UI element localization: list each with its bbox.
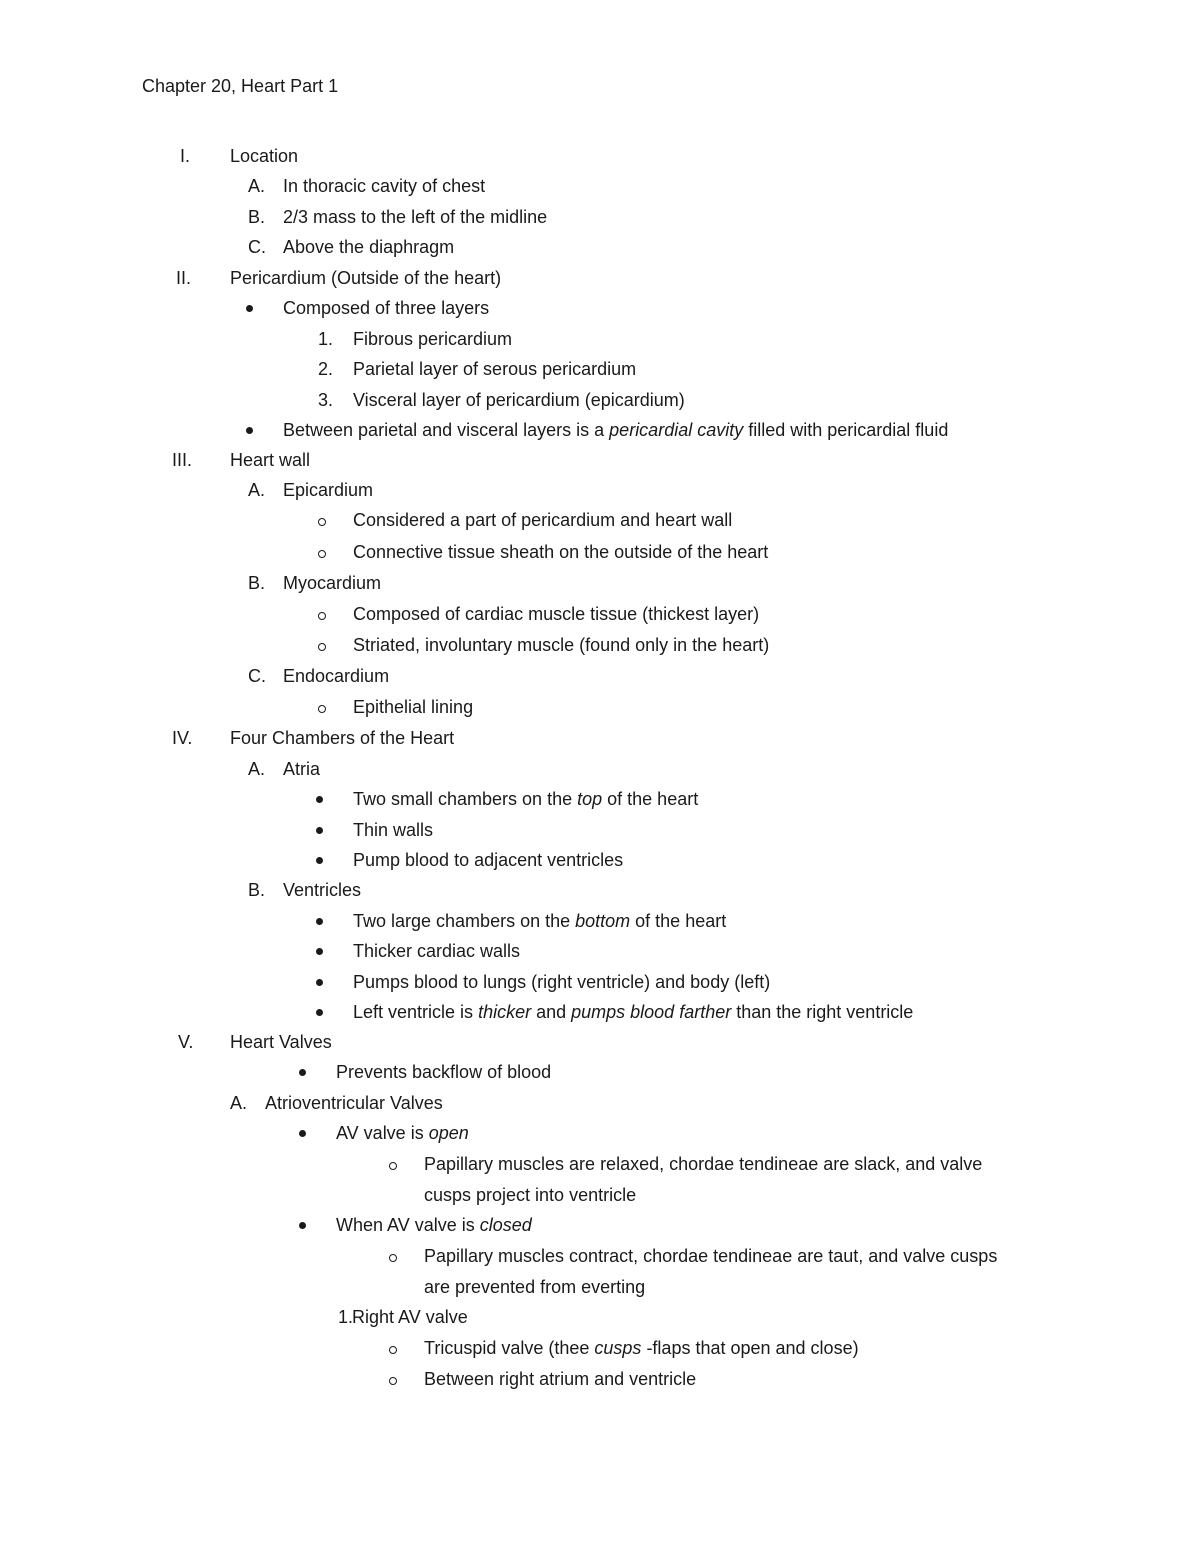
letter-marker: B.: [248, 207, 266, 227]
item-text: Prevents backflow of blood: [336, 1062, 552, 1082]
heading-text: Heart Valves: [230, 1032, 332, 1052]
letter-marker: A.: [248, 759, 266, 779]
item-text: Composed of three layers: [283, 298, 490, 318]
circle-bullet-icon: [389, 1346, 397, 1354]
bullet-icon: [299, 1222, 306, 1229]
heading-text: Heart wall: [230, 450, 311, 470]
item-text: cusps project into ventricle: [424, 1185, 637, 1205]
roman-marker: V.: [178, 1032, 194, 1052]
item-text: Epicardium: [283, 480, 374, 500]
item-text: Thicker cardiac walls: [353, 941, 521, 961]
circle-bullet-icon: [318, 643, 326, 651]
item-text: Papillary muscles contract, chordae tendineae are taut, and valve cusps: [424, 1246, 998, 1266]
item-text: Parietal layer of serous pericardium: [353, 359, 637, 379]
heading-text: Four Chambers of the Heart: [230, 728, 455, 748]
item-text: Fibrous pericardium: [353, 329, 513, 349]
letter-marker: A.: [248, 176, 266, 196]
item-text: Connective tissue sheath on the outside of the heart: [353, 542, 769, 562]
item-text: AV valve is open: [336, 1123, 469, 1143]
letter-marker: A.: [248, 480, 266, 500]
item-text: Composed of cardiac muscle tissue (thickest layer): [353, 604, 760, 624]
letter-marker: B.: [248, 573, 266, 593]
item-text: In thoracic cavity of chest: [283, 176, 486, 196]
letter-marker: C.: [248, 666, 266, 686]
number-marker: 3.: [318, 390, 334, 410]
circle-bullet-icon: [389, 1162, 397, 1170]
item-text: 2/3 mass to the left of the midline: [283, 207, 548, 227]
letter-marker: C.: [248, 237, 266, 257]
item-text: Above the diaphragm: [283, 237, 455, 257]
bullet-icon: [316, 948, 323, 955]
item-text: Considered a part of pericardium and heart wall: [353, 510, 733, 530]
item-text: Visceral layer of pericardium (epicardium): [353, 390, 685, 410]
item-text: Ventricles: [283, 880, 362, 900]
circle-bullet-icon: [318, 705, 326, 713]
bullet-icon: [246, 305, 253, 312]
bullet-icon: [316, 857, 323, 864]
number-marker: 1.: [338, 1307, 354, 1327]
number-marker: 2.: [318, 359, 334, 379]
bullet-icon: [316, 918, 323, 925]
bullet-icon: [246, 427, 253, 434]
heading-text: Location: [230, 146, 299, 166]
item-text: Left ventricle is thicker and pumps blood farther than the right ventricle: [353, 1002, 914, 1022]
item-text: Pump blood to adjacent ventricles: [353, 850, 624, 870]
page-title: Chapter 20, Heart Part 1: [142, 76, 339, 96]
item-text: Papillary muscles are relaxed, chordae tendineae are slack, and valve: [424, 1154, 983, 1174]
item-text: Pumps blood to lungs (right ventricle) and body (left): [353, 972, 771, 992]
item-text: Thin walls: [353, 820, 434, 840]
bullet-icon: [316, 1009, 323, 1016]
item-text: Endocardium: [283, 666, 390, 686]
bullet-icon: [316, 796, 323, 803]
number-marker: 1.: [318, 329, 334, 349]
item-text: Striated, involuntary muscle (found only in the heart): [353, 635, 770, 655]
item-text: Tricuspid valve (thee cusps -flaps that open and close): [424, 1338, 859, 1358]
letter-marker: A.: [230, 1093, 248, 1113]
item-text: Atrioventricular Valves: [265, 1093, 443, 1113]
item-text: Two large chambers on the bottom of the heart: [353, 911, 727, 931]
item-text: Epithelial lining: [353, 697, 474, 717]
item-text: Atria: [283, 759, 321, 779]
roman-marker: II.: [176, 268, 192, 288]
heading-text: Pericardium (Outside of the heart): [230, 268, 502, 288]
roman-marker: III.: [172, 450, 193, 470]
circle-bullet-icon: [389, 1377, 397, 1385]
item-text: Myocardium: [283, 573, 382, 593]
item-text: Right AV valve: [352, 1307, 468, 1327]
circle-bullet-icon: [389, 1254, 397, 1262]
item-text: Between parietal and visceral layers is a pericardial cavity filled with pericardial fluid: [283, 420, 949, 440]
item-text: Between right atrium and ventricle: [424, 1369, 697, 1389]
bullet-icon: [316, 827, 323, 834]
circle-bullet-icon: [318, 518, 326, 526]
item-text: Two small chambers on the top of the heart: [353, 789, 699, 809]
roman-marker: IV.: [172, 728, 193, 748]
circle-bullet-icon: [318, 550, 326, 558]
circle-bullet-icon: [318, 612, 326, 620]
letter-marker: B.: [248, 880, 266, 900]
bullet-icon: [299, 1069, 306, 1076]
bullet-icon: [299, 1130, 306, 1137]
roman-marker: I.: [180, 146, 191, 166]
item-text: When AV valve is closed: [336, 1215, 532, 1235]
item-text: are prevented from everting: [424, 1277, 646, 1297]
bullet-icon: [316, 979, 323, 986]
